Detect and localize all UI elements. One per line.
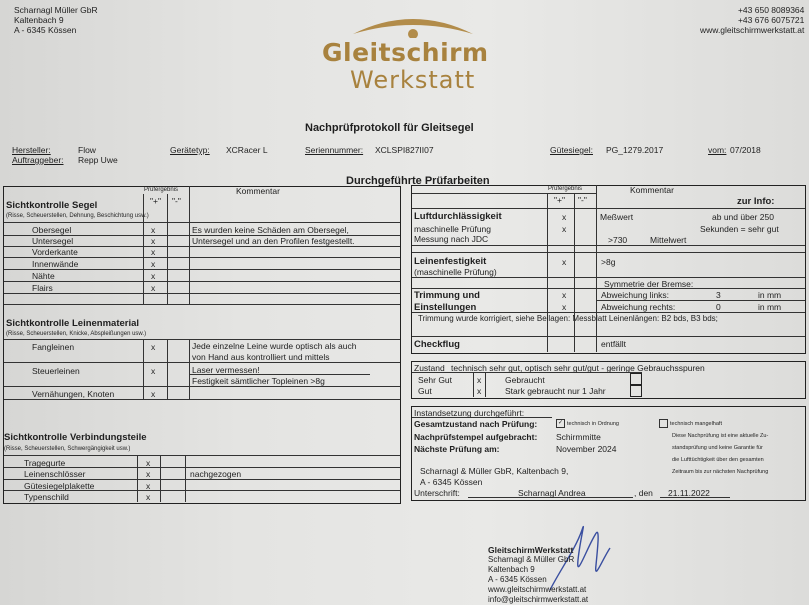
luft-info1: ab und über 250 [712,212,774,222]
stempel-label: Nachprüfstempel aufgebracht: [414,432,538,442]
auftraggeber-label: Auftraggeber: [12,155,64,165]
luft-sub2: Messung nach JDC [414,234,489,244]
luft-mittelwert: Mittelwert [650,235,687,245]
luft-info2: Sekunden = sehr gut [700,224,779,234]
logo [320,8,500,100]
segel-row-comment: Untersegel und an den Profilen festgestellt. [192,236,355,246]
segel-row-mark: x [151,247,156,257]
right-pruefergebnis: Prüfergebnis [548,186,583,192]
segel-row-label: Obersegel [32,225,72,235]
verbindung-row-comment: nachgezogen [190,469,242,479]
zustand-checkbox[interactable] [630,373,642,385]
verbindung-row-mark: x [146,469,151,479]
zustand-checkbox[interactable] [630,385,642,397]
logo-text-top: Gleitschirm [322,38,489,67]
leinen-row-mark: x [151,342,156,352]
leinen-row-label: Fangleinen [32,342,75,352]
trimmung-mark2: x [562,302,567,312]
right-plus: "+" [554,195,565,205]
right-kommentar-header: Kommentar [630,185,674,195]
leinen-comment: von Hand aus kontrolliert und mittels [192,352,330,362]
verbindung-row-label: Leinenschlösser [24,469,86,479]
verbindung-row-label: Tragegurte [24,458,66,468]
guetesiegel-label: Gütesiegel: [550,145,593,155]
zustand-stark: Stark gebraucht nur 1 Jahr [505,386,606,396]
opt-in-ordnung: ✓ technisch in Ordnung [557,420,619,427]
luft-messwert: >730 [608,235,628,245]
zustand-sehr-gut: Sehr Gut [418,375,453,385]
naechste-value: November 2024 [556,444,617,454]
gesamt-label: Gesamtzustand nach Prüfung: [414,419,538,429]
stamp-brand: GleitschirmWerkstatt [488,545,574,555]
right-minus: "-" [578,195,587,205]
leinenfest-title: Leinenfestigkeit [414,256,487,267]
zustand-label: Zustand [414,363,445,373]
verbindung-row-mark: x [146,492,151,502]
trimmung-title1: Trimmung und [414,290,480,301]
trimmung-rechts-value: 0 [716,302,721,312]
leinen-comment: Jede einzelne Leine wurde optisch als auch [192,341,357,351]
stamp: GleitschirmWerkstatt Scharnagl & Müller GbR Kaltenbach 9 A - 6345 Kössen www.gleitschirmwerkstatt.at info@gleitschirmwerkstatt.at [488,545,589,604]
logo-wing-icon [348,8,478,38]
opt-mangelhaft: technisch mangelhaft [659,419,722,428]
luft-sub1: maschinelle Prüfung [414,224,492,234]
hersteller-value: Flow [78,145,96,155]
segel-row-mark: x [151,236,156,246]
address-line2: A - 6345 Kössen [420,477,483,487]
verbindung-title: Sichtkontrolle Verbindungsteile [4,432,147,443]
datum-value: 21.11.2022 [668,488,710,498]
checkflug-value: entfällt [601,339,627,349]
segel-row-mark: x [151,271,156,281]
verbindung-subtitle: (Risse, Scheuerstellen, Schwergängigkeit usw.) [4,446,131,452]
symmetrie-label: Symmetrie der Bremse: [604,279,694,289]
zustand-gebraucht: Gebraucht [505,375,545,385]
segel-row-mark: x [151,225,156,235]
left-plus: "+" [150,196,161,206]
trimmung-note: Trimmung wurde korrigiert, siehe Beilagen: Messblatt Leinenlängen: B2 bds, B3 bds; [418,314,718,323]
zustand-desc: technisch sehr gut, optisch sehr gut/gut - geringe Gebrauchsspuren [451,363,705,373]
hersteller-label: Hersteller: [12,145,51,155]
segel-row-label: Flairs [32,283,53,293]
seriennummer-value: XCLSPI827II07 [375,145,434,155]
leinen-row-label: Vernähungen, Knoten [32,389,115,399]
zustand-mark2: x [477,386,482,396]
geraetetyp-value: XCRacer L [226,145,268,155]
section-title: Durchgeführte Prüfarbeiten [346,175,490,187]
instand-title: Instandsetzung durchgeführt: [414,408,525,418]
segel-row-label: Innenwände [32,259,79,269]
verbindung-row-label: Typenschild [24,492,69,502]
trimmung-links-unit: in mm [758,290,782,300]
luft-mark2: x [562,224,567,234]
segel-title: Sichtkontrolle Segel [6,200,98,211]
verbindung-row-mark: x [146,481,151,491]
leinen-title: Sichtkontrolle Leinenmaterial [6,318,140,329]
left-minus: "-" [172,196,181,206]
leinen-subtitle: (Risse, Scheuerstellen, Knicke, Abspleißungen usw.) [6,331,147,337]
segel-row-label: Untersegel [32,236,74,246]
leinen-row-mark: x [151,389,156,399]
verbindung-row-mark: x [146,458,151,468]
naechste-label: Nächste Prüfung am: [414,444,500,454]
geraetetyp-label: Gerätetyp: [170,145,210,155]
unterschrift-label: Unterschrift: [414,488,460,498]
leinenfest-sub: (maschinelle Prüfung) [414,267,497,277]
guetesiegel-value: PG_1279.2017 [606,145,664,155]
segel-row-comment: Es wurden keine Schäden am Obersegel, [192,225,349,235]
disclaimer: Diese Nachprüfung ist eine aktuelle Zu- standsprüfung und keine Garantie für die Lufttüchtigkeit über den gesamten Zeitraum bis zur nächsten Nachprüfung [672,433,769,475]
auftraggeber-value: Repp Uwe [78,155,118,165]
address-line1: Scharnagl & Müller GbR, Kaltenbach 9, [420,466,569,476]
trimmung-rechts-label: Abweichung rechts: [601,302,676,312]
segel-row-mark: x [151,283,156,293]
checkbox[interactable] [659,419,668,428]
trimmung-title2: Einstellungen [414,302,477,313]
company-address: Scharnagl Müller GbR Kaltenbach 9 A - 6345 Kössen [14,5,98,35]
zur-info: zur Info: [737,196,775,207]
unterschrift-value: Scharnagl Andrea [518,488,586,498]
leinen-comment: Laser vermessen! [192,365,260,375]
segel-row-label: Vorderkante [32,247,78,257]
checkflug-title: Checkflug [414,339,460,350]
zustand-gut: Gut [418,386,432,396]
segel-row-mark: x [151,259,156,269]
trimmung-rechts-unit: in mm [758,302,782,312]
luft-title: Luftdurchlässigkeit [414,211,502,222]
leinen-comment: Festigkeit sämtlicher Topleinen >8g [192,376,325,386]
vom-value: 07/2018 [730,145,761,155]
segel-row-label: Nähte [32,271,55,281]
company-contact: +43 650 8089364 +43 676 6075721 www.gleitschirmwerkstatt.at [700,5,805,35]
stempel-value: Schirmmitte [556,432,601,442]
zustand-mark1: x [477,375,482,385]
luft-messwert-label: Meßwert [600,212,634,222]
logo-text-bottom: Werkstatt [350,66,476,94]
den-label: , den [634,488,653,498]
trimmung-mark1: x [562,290,567,300]
leinenfest-value: >8g [601,257,616,267]
leinen-row-label: Steuerleinen [32,366,80,376]
document-title: Nachprüfprotokoll für Gleitsegel [305,122,474,134]
left-pruefergebnis: Prüfergebnis [144,187,179,193]
vom-label: vom: [708,145,727,155]
luft-mark1: x [562,212,567,222]
left-kommentar-header: Kommentar [236,186,280,196]
segel-subtitle: (Risse, Scheuerstellen, Dehnung, Beschichtung usw.) [6,213,149,219]
verbindung-row-label: Gütesiegelplakette [24,481,95,491]
trimmung-links-label: Abweichung links: [601,290,670,300]
leinen-row-mark: x [151,366,156,376]
seriennummer-label: Seriennummer: [305,145,364,155]
check-icon[interactable]: ✓ [557,420,564,426]
leinenfest-mark: x [562,257,567,267]
trimmung-links-value: 3 [716,290,721,300]
